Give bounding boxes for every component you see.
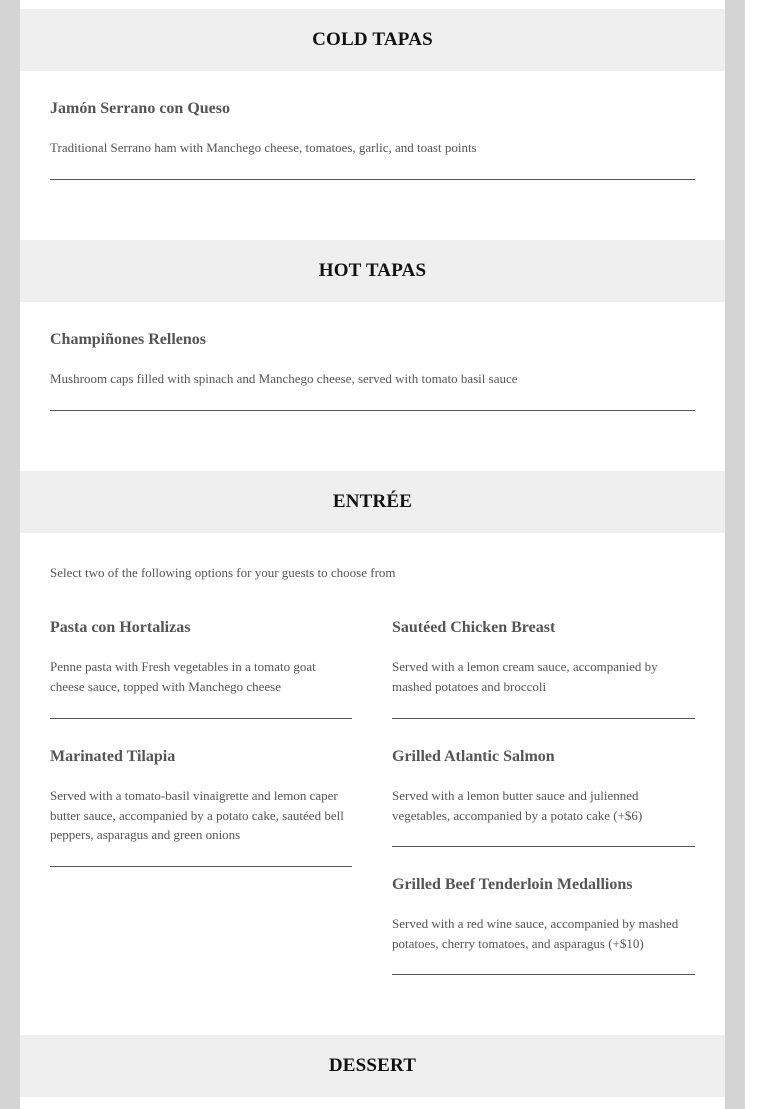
item-name: Champiñones Rellenos	[50, 331, 207, 348]
item-divider	[50, 410, 695, 411]
item-name: Grilled Beef Tenderloin Medallions	[392, 876, 633, 893]
menu-item-sauteed-chicken-breast	[392, 618, 695, 696]
left-gutter	[0, 0, 20, 1109]
item-name: Sautéed Chicken Breast	[392, 619, 556, 636]
item-divider	[50, 718, 352, 719]
item-description: Penne pasta with Fresh vegetables in a tomato goat cheese sauce, topped with Manchego cheese	[50, 659, 316, 694]
menu-item-grilled-atlantic-salmon	[392, 747, 695, 825]
item-description: Served with a lemon butter sauce and julienned vegetables, accompanied by a potato cake (+$6)	[392, 788, 643, 823]
item-divider	[392, 718, 695, 719]
entree-note: Select two of the following options for your guests to choose from	[50, 565, 396, 580]
item-description: Served with a lemon cream sauce, accompanied by mashed potatoes and broccoli	[392, 659, 658, 694]
item-description: Traditional Serrano ham with Manchego cheese, tomatoes, garlic, and toast points	[50, 140, 477, 155]
menu-page	[20, 0, 725, 1109]
item-name: Pasta con Hortalizas	[50, 619, 191, 636]
item-name: Grilled Atlantic Salmon	[392, 748, 555, 765]
section-header-dessert: DESSERT	[20, 1035, 725, 1097]
menu-item-pasta-con-hortalizas	[50, 618, 352, 696]
menu-item-marinated-tilapia	[50, 747, 352, 845]
item-divider	[392, 846, 695, 847]
menu-item-champinones-rellenos	[50, 330, 695, 389]
menu-item-grilled-beef-tenderloin	[392, 875, 695, 953]
menu-item-jamon-serrano	[50, 99, 695, 158]
item-divider	[50, 179, 695, 180]
item-name: Jamón Serrano con Queso	[50, 100, 230, 117]
section-header-cold-tapas: COLD TAPAS	[20, 9, 725, 71]
item-name: Marinated Tilapia	[50, 748, 176, 765]
item-divider	[50, 866, 352, 867]
section-header-hot-tapas: HOT TAPAS	[20, 240, 725, 302]
item-divider	[392, 974, 695, 975]
item-description: Served with a red wine sauce, accompanied by mashed potatoes, cherry tomatoes, and asparagus (+$10)	[392, 916, 679, 951]
scrollbar-track[interactable]	[725, 0, 745, 1109]
item-description: Served with a tomato-basil vinaigrette and lemon caper butter sauce, accompanied by a potato cake, sautéed bell peppers, asparagus and green onions	[50, 788, 344, 842]
section-header-entree: ENTRÉE	[20, 471, 725, 533]
item-description: Mushroom caps filled with spinach and Manchego cheese, served with tomato basil sauce	[50, 371, 518, 386]
